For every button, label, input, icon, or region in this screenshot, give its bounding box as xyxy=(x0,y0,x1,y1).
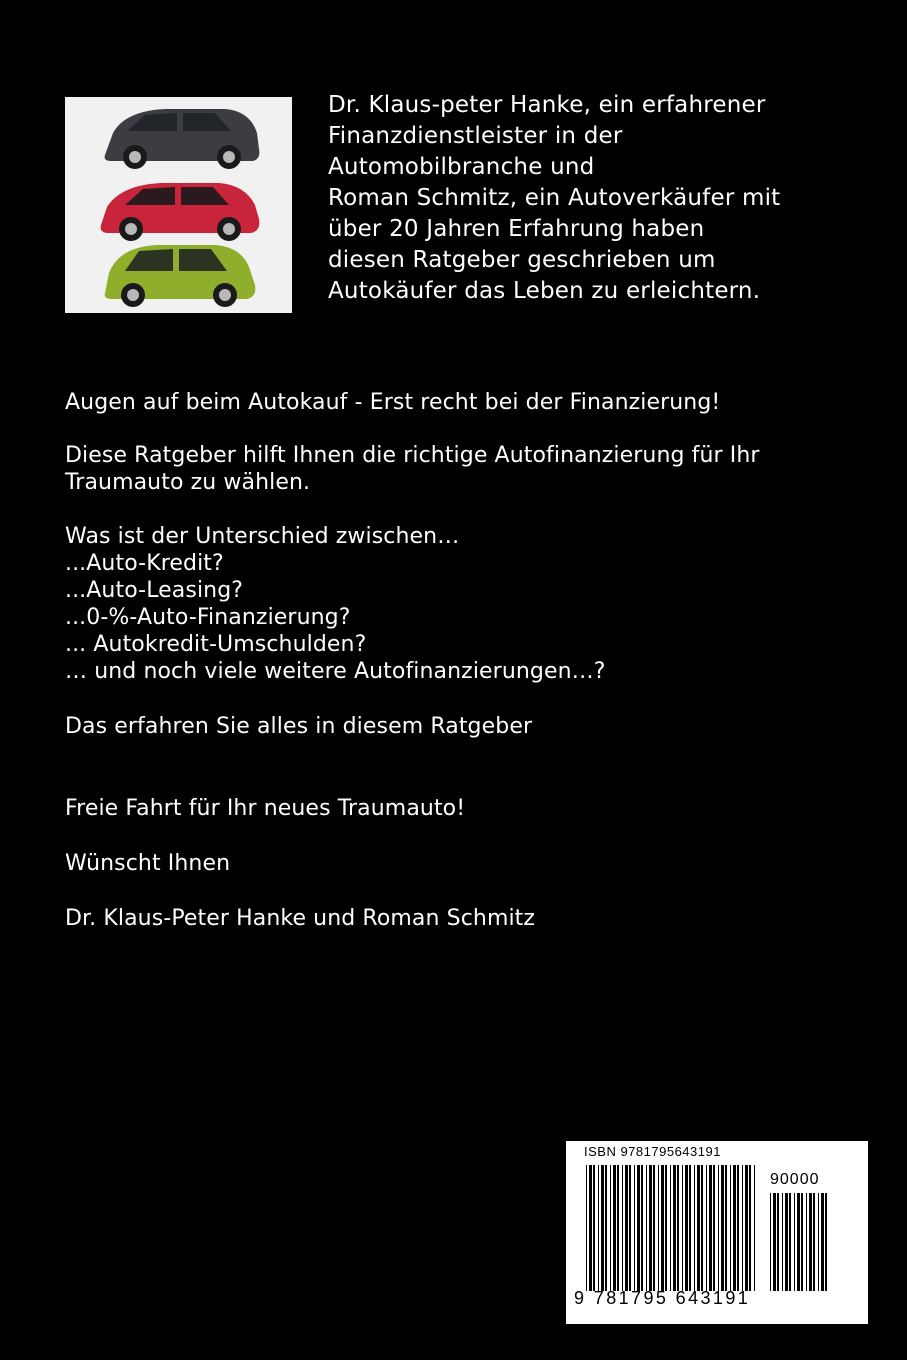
question-line: ... Autokredit-Umschulden? xyxy=(65,632,367,657)
question-list xyxy=(65,523,865,685)
isbn-barcode xyxy=(566,1141,868,1324)
price-code: 90000 xyxy=(770,1171,820,1188)
bio-line: über 20 Jahren Erfahrung haben xyxy=(328,216,705,242)
car-illustration xyxy=(65,97,292,313)
closing-line: Freie Fahrt für Ihr neues Traumauto! xyxy=(65,796,466,821)
bio-line: Automobilbranche und xyxy=(328,154,595,180)
bio-line: Roman Schmitz, ein Autoverkäufer mit xyxy=(328,185,781,211)
green-car-icon xyxy=(105,245,256,307)
signature-line: Dr. Klaus-Peter Hanke und Roman Schmitz xyxy=(65,906,536,931)
bio-line: diesen Ratgeber geschrieben um xyxy=(328,247,716,273)
bio-line: Autokäufer das Leben zu erleichtern. xyxy=(328,278,761,304)
author-bio xyxy=(328,90,868,307)
summary-line: Das erfahren Sie alles in diesem Ratgeber xyxy=(65,714,533,739)
intro-paragraph xyxy=(65,442,865,496)
isbn-label: ISBN 9781795643191 xyxy=(584,1144,721,1159)
question-line: Was ist der Unterschied zwischen… xyxy=(65,524,460,549)
wish-line: Wünscht Ihnen xyxy=(65,851,231,876)
bio-line: Finanzdienstleister in der xyxy=(328,123,623,149)
intro-line: Diese Ratgeber hilft Ihnen die richtige Autofinanzierung für Ihr xyxy=(65,443,760,468)
question-line: … und noch viele weitere Autofinanzierungen…? xyxy=(65,659,606,684)
question-line: ...Auto-Leasing? xyxy=(65,578,244,603)
bio-line: Dr. Klaus-peter Hanke, ein erfahrener xyxy=(328,92,766,118)
intro-line: Traumauto zu wählen. xyxy=(65,470,311,495)
question-line: ...Auto-Kredit? xyxy=(65,551,224,576)
barcode-digits: 9 781795 643191 xyxy=(574,1288,751,1308)
red-car-icon xyxy=(101,183,260,241)
headline: Augen auf beim Autokauf - Erst recht bei der Finanzierung! xyxy=(65,390,721,415)
question-line: ...0-%-Auto-Finanzierung? xyxy=(65,605,351,630)
dark-car-icon xyxy=(105,109,260,169)
